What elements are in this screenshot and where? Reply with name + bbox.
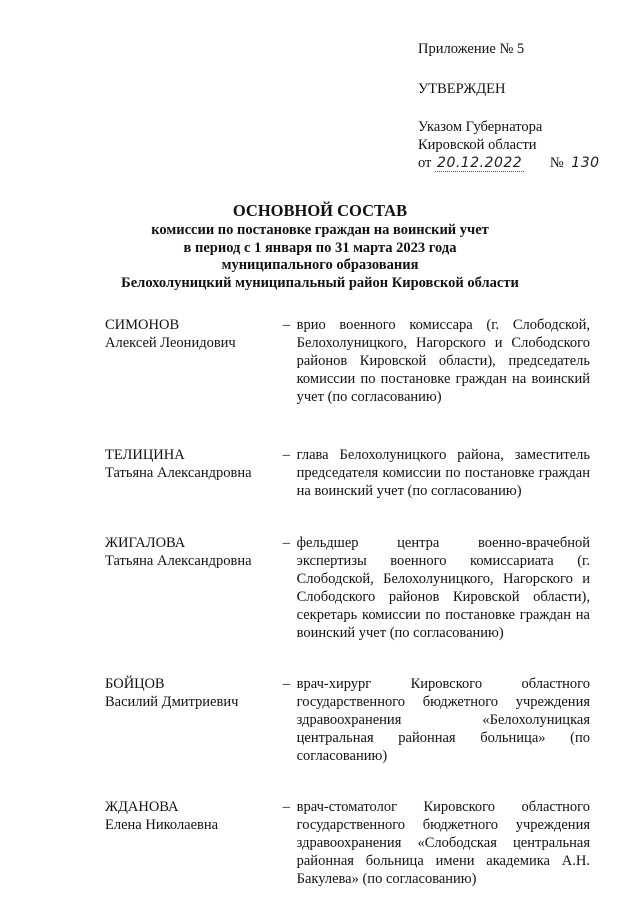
appendix-number: Приложение № 5 <box>418 41 525 57</box>
member-dash: – <box>282 535 291 551</box>
title-line-1: комиссии по постановке граждан на воинский учет <box>151 222 489 238</box>
decree-region: Кировской области <box>418 137 537 153</box>
title-line-2: в период с 1 января по 31 марта 2023 года <box>183 239 457 256</box>
decree-date-line <box>418 154 618 172</box>
members-list <box>105 316 590 888</box>
member-entry <box>105 316 590 406</box>
title-line-3: муниципального образования <box>221 257 419 273</box>
member-role: глава Белохолуницкого района, заместитель председателя комиссии по постановке граждан на воинский учет (по согласованию) <box>296 447 590 499</box>
member-dash: – <box>282 447 291 463</box>
title-line-4: Белохолуницкий муниципальный район Кировской области <box>121 274 519 291</box>
member-surname: ЖДАНОВА <box>105 799 179 815</box>
member-dash: – <box>282 799 291 815</box>
member-role: фельдшер центра военно-врачебной экспертизы военного комиссариата (г. Слободской, Белохолуницкого, Нагорского и Слободского районов Кировской области), секретарь комиссии по постановке граждан на воинский учет (по согласованию) <box>296 535 590 641</box>
member-entry <box>105 446 590 500</box>
member-surname: БОЙЦОВ <box>105 676 165 692</box>
member-name <box>105 446 283 500</box>
member-given-names: Татьяна Александровна <box>105 465 252 481</box>
member-entry <box>105 798 590 888</box>
member-dash: – <box>282 317 291 333</box>
member-name <box>105 675 283 765</box>
decree-number-handwritten: 130 <box>571 155 600 171</box>
member-name <box>105 316 283 406</box>
member-name <box>105 798 283 888</box>
member-given-names: Елена Николаевна <box>105 817 219 833</box>
member-dash: – <box>282 676 291 692</box>
member-role: врач-хирург Кировского областного государственного бюджетного учреждения здравоохранения «Белохолуницкая центральная районная больница» (по согласованию) <box>296 676 590 764</box>
member-name <box>105 534 283 642</box>
member-entry <box>105 534 590 642</box>
member-given-names: Алексей Леонидович <box>105 335 236 351</box>
approval-header <box>418 40 618 172</box>
member-entry <box>105 675 590 765</box>
member-given-names: Татьяна Александровна <box>105 553 252 569</box>
member-surname: ЖИГАЛОВА <box>105 535 186 551</box>
member-surname: ТЕЛИЦИНА <box>105 447 185 463</box>
member-role: врач-стоматолог Кировского областного государственного бюджетного учреждения здравоохранения «Слободская центральная районная больница имени академика А.Н. Бакулева» (по согласованию) <box>296 799 590 887</box>
member-role: врио военного комиссара (г. Слободской, Белохолуницкого, Нагорского и Слободского районов Кировской области), председатель комиссии по постановке граждан на воинский учет (по согласованию) <box>296 317 590 405</box>
document-title <box>80 201 560 292</box>
number-prefix: № <box>549 155 564 171</box>
member-surname: СИМОНОВ <box>105 317 180 333</box>
date-prefix: от <box>418 155 432 171</box>
title-main: ОСНОВНОЙ СОСТАВ <box>232 201 408 220</box>
decree-date-handwritten: 20.12.2022 <box>437 155 523 171</box>
decree-issuer: Указом Губернатора <box>418 119 543 135</box>
member-given-names: Василий Дмитриевич <box>105 694 239 710</box>
approved-label: УТВЕРЖДЕН <box>418 81 506 97</box>
